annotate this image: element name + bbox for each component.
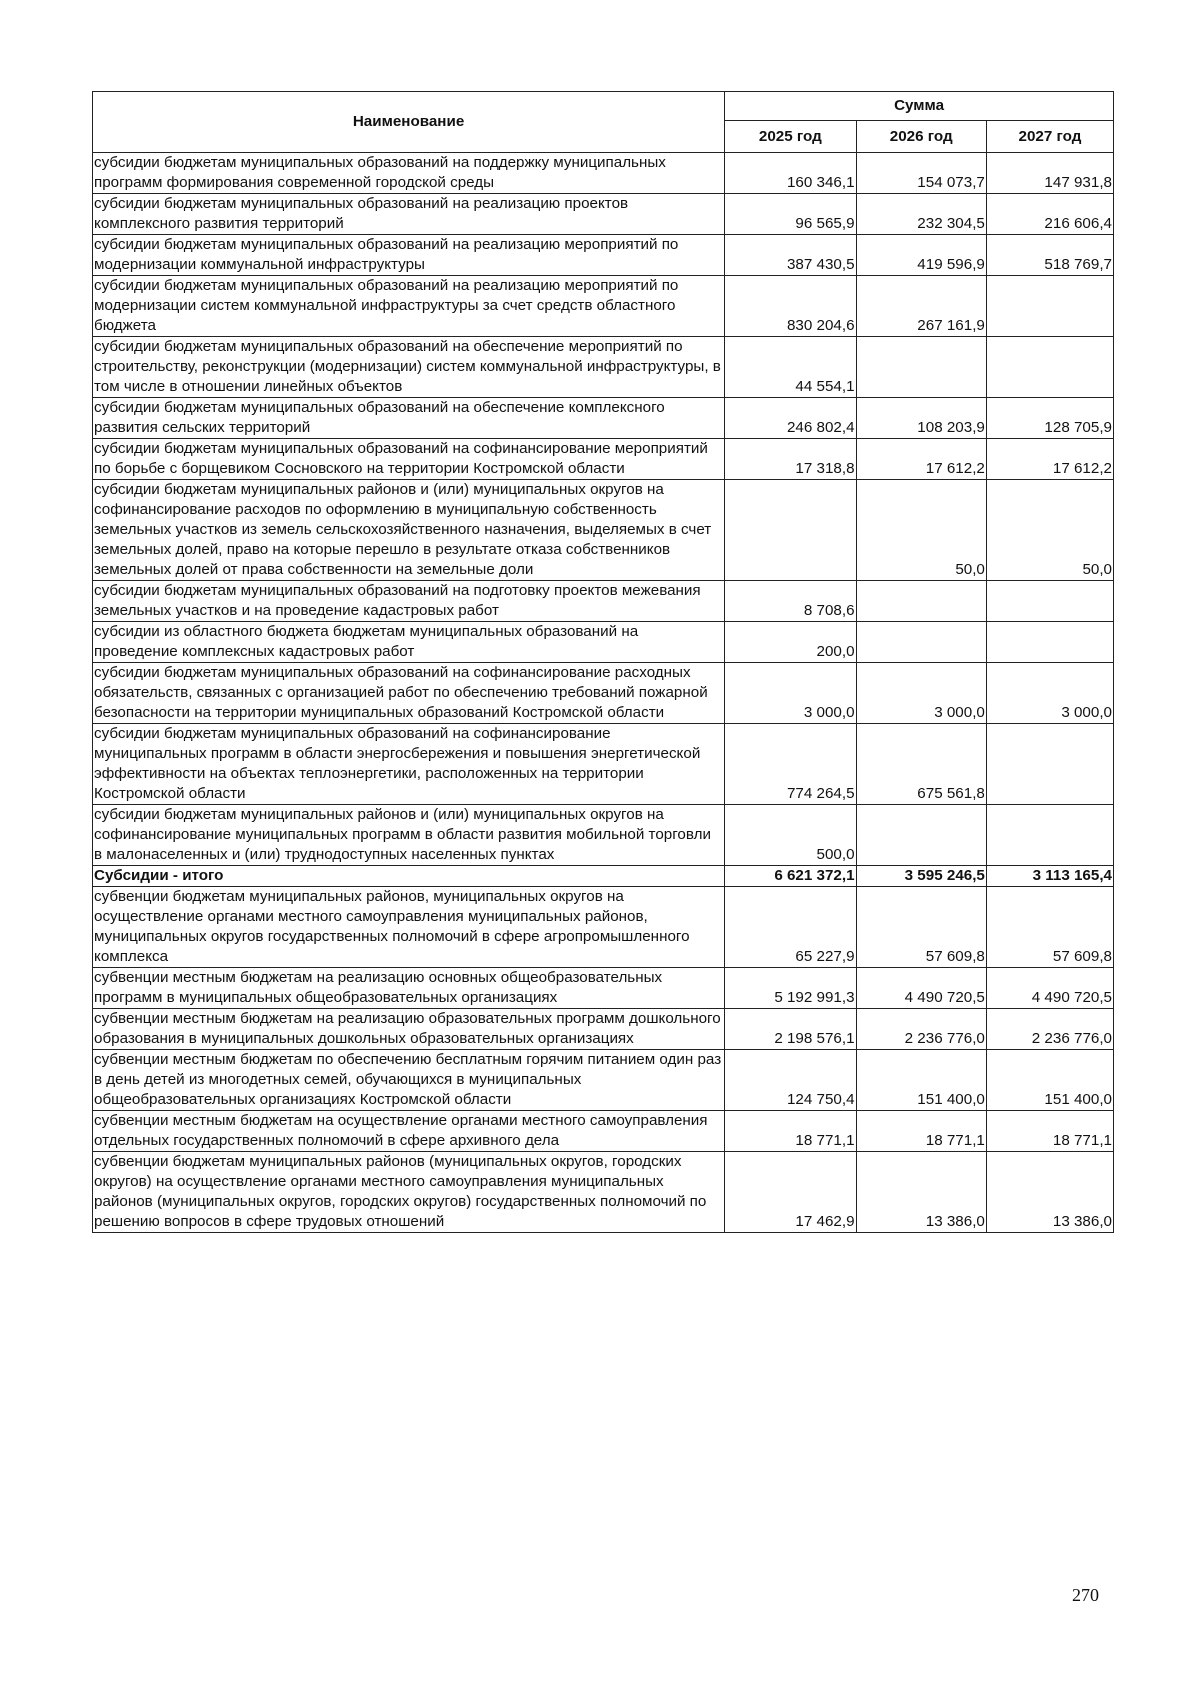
row-value-2027: 3 000,0 [986, 663, 1113, 724]
row-value-2027 [986, 581, 1113, 622]
row-name: субсидии бюджетам муниципальных образований на реализацию мероприятий по модернизации систем коммунальной инфраструктуры за счет средств областного бюджета [93, 276, 725, 337]
row-value-2027: 4 490 720,5 [986, 968, 1113, 1009]
row-value-2025: 500,0 [725, 805, 856, 866]
row-value-2027 [986, 724, 1113, 805]
row-value-2025: 124 750,4 [725, 1050, 856, 1111]
row-value-2026 [856, 622, 986, 663]
row-name: субвенции бюджетам муниципальных районов (муниципальных округов, городских округов) на осуществление органами местного самоуправления муниципальных районов (муниципальных округов, городских округов) государственных полномочий по решению вопросов в сфере трудовых отношений [93, 1152, 725, 1233]
row-value-2025: 246 802,4 [725, 398, 856, 439]
row-value-2026: 2 236 776,0 [856, 1009, 986, 1050]
table-row [93, 276, 1114, 337]
row-value-2026: 4 490 720,5 [856, 968, 986, 1009]
row-value-2025: 17 462,9 [725, 1152, 856, 1233]
header-name: Наименование [93, 92, 725, 153]
table-body [93, 153, 1114, 1233]
table-row [93, 337, 1114, 398]
row-value-2025: 65 227,9 [725, 887, 856, 968]
table-row [93, 480, 1114, 581]
row-value-2025: 96 565,9 [725, 194, 856, 235]
row-value-2026 [856, 581, 986, 622]
row-name: субвенции местным бюджетам на реализацию основных общеобразовательных программ в муниципальных общеобразовательных организациях [93, 968, 725, 1009]
row-name: субвенции местным бюджетам на реализацию образовательных программ дошкольного образования в муниципальных дошкольных образовательных организациях [93, 1009, 725, 1050]
row-value-2026: 108 203,9 [856, 398, 986, 439]
row-value-2026: 50,0 [856, 480, 986, 581]
table-row [93, 887, 1114, 968]
row-value-2025: 3 000,0 [725, 663, 856, 724]
row-value-2025: 44 554,1 [725, 337, 856, 398]
row-value-2027 [986, 805, 1113, 866]
row-value-2025: 200,0 [725, 622, 856, 663]
row-name: субсидии бюджетам муниципальных образований на софинансирование расходных обязательств, связанных с организацией работ по обеспечению требований пожарной безопасности на территории муниципальных образований Костромской области [93, 663, 725, 724]
row-name: субсидии бюджетам муниципальных образований на софинансирование мероприятий по борьбе с борщевиком Сосновского на территории Костромской области [93, 439, 725, 480]
row-name: субсидии бюджетам муниципальных образований на подготовку проектов межевания земельных участков и на проведение кадастровых работ [93, 581, 725, 622]
row-value-2027: 50,0 [986, 480, 1113, 581]
table-row [93, 663, 1114, 724]
row-name: субвенции местным бюджетам на осуществление органами местного самоуправления отдельных государственных полномочий в сфере архивного дела [93, 1111, 725, 1152]
row-value-2027: 3 113 165,4 [986, 866, 1113, 887]
row-value-2027: 518 769,7 [986, 235, 1113, 276]
table-row [93, 968, 1114, 1009]
row-value-2025: 17 318,8 [725, 439, 856, 480]
row-value-2026: 3 595 246,5 [856, 866, 986, 887]
row-value-2026 [856, 337, 986, 398]
row-value-2026: 13 386,0 [856, 1152, 986, 1233]
row-value-2025: 8 708,6 [725, 581, 856, 622]
row-value-2025: 5 192 991,3 [725, 968, 856, 1009]
row-name: субсидии бюджетам муниципальных районов и (или) муниципальных округов на софинансирование муниципальных программ в области развития мобильной торговли в малонаселенных и (или) труднодоступных населенных пунктах [93, 805, 725, 866]
row-value-2026: 151 400,0 [856, 1050, 986, 1111]
page-number: 270 [1072, 1585, 1099, 1605]
row-name: субсидии бюджетам муниципальных образований на поддержку муниципальных программ формирования современной городской среды [93, 153, 725, 194]
row-value-2026: 3 000,0 [856, 663, 986, 724]
row-value-2027: 216 606,4 [986, 194, 1113, 235]
table-row [93, 153, 1114, 194]
row-value-2026 [856, 805, 986, 866]
table-row [93, 235, 1114, 276]
row-value-2026: 154 073,7 [856, 153, 986, 194]
table-row [93, 724, 1114, 805]
row-value-2026: 675 561,8 [856, 724, 986, 805]
row-name: субвенции местным бюджетам по обеспечению бесплатным горячим питанием один раз в день детей из многодетных семей, обучающихся в муниципальных общеобразовательных организациях Костромской области [93, 1050, 725, 1111]
row-value-2026: 18 771,1 [856, 1111, 986, 1152]
row-name: субсидии бюджетам муниципальных образований на реализацию мероприятий по модернизации коммунальной инфраструктуры [93, 235, 725, 276]
row-name: субсидии бюджетам муниципальных районов и (или) муниципальных округов на софинансирование расходов по оформлению в муниципальную собственность земельных участков из земель сельскохозяйственного назначения, выделяемых в счет земельных долей, право на которые перешло в результате отказа собственников земельных долей от права собственности на земельные доли [93, 480, 725, 581]
header-sum: Сумма [725, 92, 1114, 121]
row-value-2025: 774 264,5 [725, 724, 856, 805]
table-row [93, 581, 1114, 622]
row-value-2027: 18 771,1 [986, 1111, 1113, 1152]
row-name: Субсидии - итого [93, 866, 725, 887]
row-name: субсидии бюджетам муниципальных образований на софинансирование муниципальных программ в области энергосбережения и повышения энергетической эффективности на объектах теплоэнергетики, расположенных на территории Костромской области [93, 724, 725, 805]
row-name: субсидии бюджетам муниципальных образований на обеспечение мероприятий по строительству, реконструкции (модернизации) систем коммунальной инфраструктуры, в том числе в отношении линейных объектов [93, 337, 725, 398]
table-row [93, 439, 1114, 480]
row-value-2027: 151 400,0 [986, 1050, 1113, 1111]
row-name: субсидии из областного бюджета бюджетам муниципальных образований на проведение комплексных кадастровых работ [93, 622, 725, 663]
header-year-2026: 2026 год [856, 121, 986, 153]
row-value-2027: 147 931,8 [986, 153, 1113, 194]
row-value-2026: 232 304,5 [856, 194, 986, 235]
row-value-2027 [986, 276, 1113, 337]
row-value-2025: 830 204,6 [725, 276, 856, 337]
table-row [93, 622, 1114, 663]
row-value-2025 [725, 480, 856, 581]
row-value-2026: 419 596,9 [856, 235, 986, 276]
row-value-2027: 13 386,0 [986, 1152, 1113, 1233]
row-value-2025: 6 621 372,1 [725, 866, 856, 887]
table-row [93, 398, 1114, 439]
table-row [93, 805, 1114, 866]
row-value-2025: 2 198 576,1 [725, 1009, 856, 1050]
table-row [93, 1050, 1114, 1111]
row-value-2027: 57 609,8 [986, 887, 1113, 968]
row-value-2025: 160 346,1 [725, 153, 856, 194]
row-value-2027: 17 612,2 [986, 439, 1113, 480]
row-value-2027 [986, 622, 1113, 663]
header-year-2025: 2025 год [725, 121, 856, 153]
table-row [93, 194, 1114, 235]
row-name: субсидии бюджетам муниципальных образований на обеспечение комплексного развития сельских территорий [93, 398, 725, 439]
table-row [93, 1111, 1114, 1152]
row-value-2027 [986, 337, 1113, 398]
row-value-2026: 17 612,2 [856, 439, 986, 480]
row-value-2027: 128 705,9 [986, 398, 1113, 439]
row-name: субсидии бюджетам муниципальных образований на реализацию проектов комплексного развития территорий [93, 194, 725, 235]
table-row-total [93, 866, 1114, 887]
row-value-2025: 387 430,5 [725, 235, 856, 276]
table-row [93, 1152, 1114, 1233]
budget-table [92, 91, 1114, 1233]
row-value-2026: 267 161,9 [856, 276, 986, 337]
header-year-2027: 2027 год [986, 121, 1113, 153]
table-row [93, 1009, 1114, 1050]
row-value-2025: 18 771,1 [725, 1111, 856, 1152]
row-value-2027: 2 236 776,0 [986, 1009, 1113, 1050]
row-value-2026: 57 609,8 [856, 887, 986, 968]
row-name: субвенции бюджетам муниципальных районов, муниципальных округов на осуществление органами местного самоуправления муниципальных районов, муниципальных округов государственных полномочий в сфере агропромышленного комплекса [93, 887, 725, 968]
